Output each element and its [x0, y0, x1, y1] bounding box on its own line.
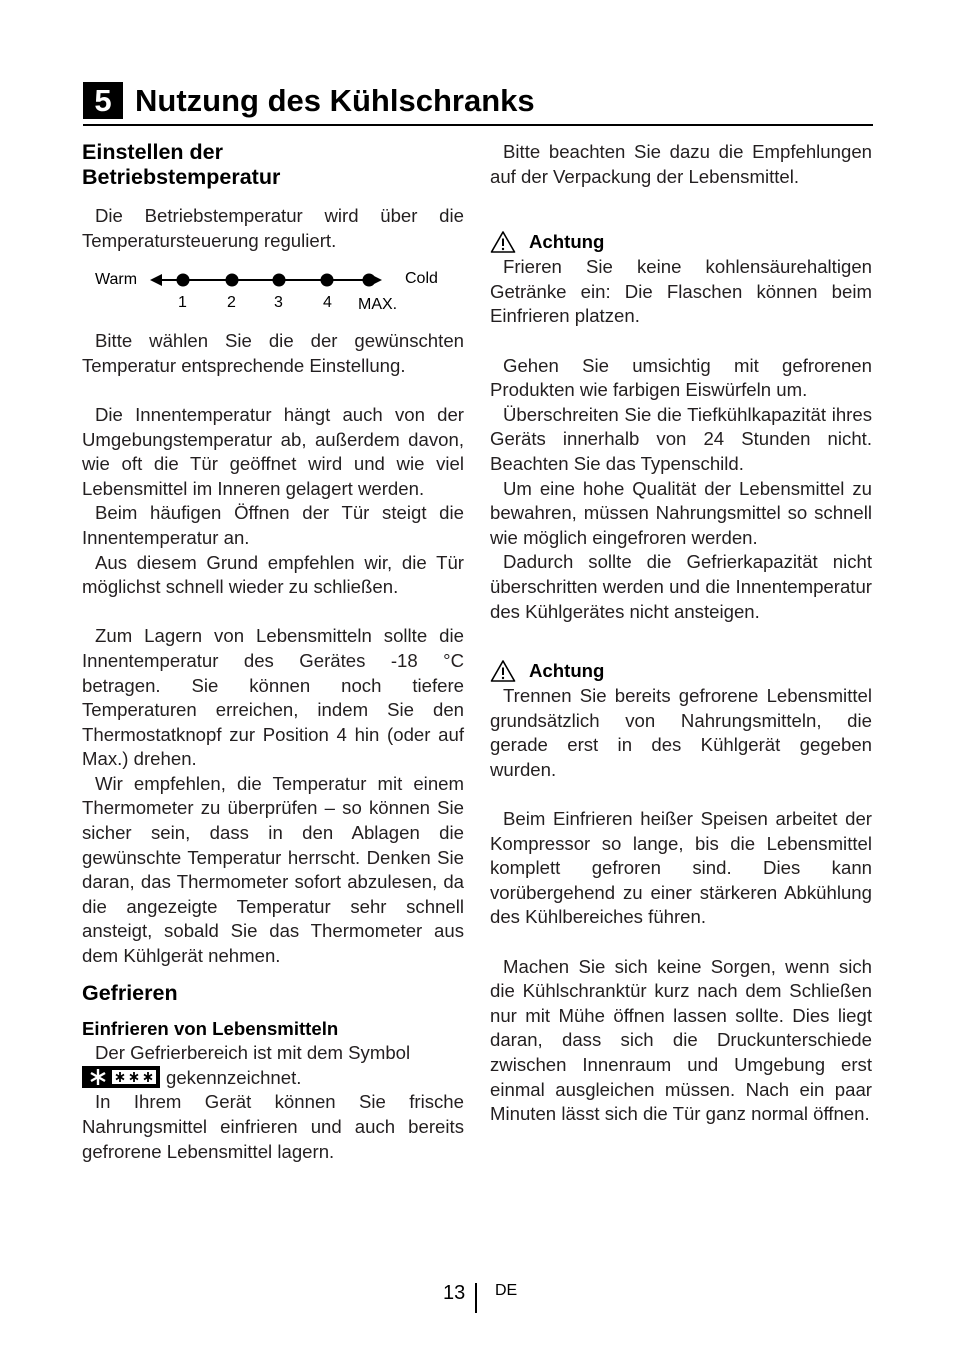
warning-title: Achtung [529, 231, 605, 253]
subheading-freezing-food: Einfrieren von Lebensmitteln [82, 1017, 339, 1039]
scale-tick-label: 3 [274, 294, 283, 312]
paragraph: Wir empfehlen, die Temperatur mit einem Thermometer zu überprüfen – so können Sie sicher sein, dass in den Ablagen die gewünschte Temperatur herrscht. Denken Sie daran, das Thermometer sofort abzulesen, da die angezeigte Temperatur sehr schnell ansteigt, sobald Sie das Thermometer aus dem Kühlgerät nehmen. [82, 772, 464, 967]
page-number: 13 [443, 1282, 466, 1304]
chapter-number: 5 [83, 82, 123, 119]
warning-triangle-icon [490, 230, 516, 254]
scale-warm-label: Warm [95, 271, 138, 289]
paragraph: Zum Lagern von Lebensmitteln sollte die Innentemperatur des Gerätes -18 °C betragen. Sie können noch tiefere Temperaturen erreichen, indem Sie den Thermostatknopf zur Position 4 hin (oder auf Max.) drehen. [82, 625, 464, 770]
paragraph: Bitte wählen Sie die der gewünschten Temperatur entsprechende Einstellung. [82, 330, 464, 376]
scale-cold-label: Cold [405, 270, 438, 288]
paragraph: Die Betriebstemperatur wird über die Temperatursteuerung reguliert. [82, 205, 464, 251]
footer-divider [475, 1283, 477, 1313]
scale-tick-label: 4 [323, 294, 332, 312]
paragraph-text: gekennzeichnet. [166, 1066, 302, 1088]
chapter-title: Nutzung des Kühlschranks [135, 83, 535, 118]
scale-tick-label: 1 [178, 294, 187, 312]
paragraph-text: Der Gefrierbereich ist mit dem Symbol [95, 1042, 411, 1064]
temperature-scale [82, 268, 464, 324]
warning-heading [490, 658, 872, 684]
paragraph: Die Innentemperatur hängt auch von der Umgebungstemperatur ab, außerdem davon, wie oft die Tür geöffnet wird und wie viel Lebensmittel im Inneren gelagert werden. [82, 403, 464, 499]
language-code: DE [495, 1282, 518, 1299]
paragraph: Aus diesem Grund empfehlen wir, die Tür möglichst schnell wieder zu schließen. [82, 551, 464, 598]
warning-triangle-icon [490, 659, 516, 683]
paragraph: In Ihrem Gerät können Sie frische Nahrungsmittel einfrieren und auch bereits gefrorene Lebensmittel lagern. [82, 1091, 464, 1162]
section-heading-temperature: Einstellen der Betriebstemperatur [82, 140, 281, 189]
paragraph: Beim häufigen Öffnen der Tür steigt die Innentemperatur an. [82, 502, 464, 548]
paragraph: Gehen Sie umsichtig mit gefrorenen Produkten wie farbigen Eiswürfeln um. [490, 354, 872, 401]
paragraph: Bitte beachten Sie dazu die Empfehlungen auf der Verpackung der Lebensmittel. [490, 141, 872, 187]
freezer-star-symbol-icon [82, 1066, 160, 1088]
paragraph-freeze-symbol [82, 1041, 464, 1090]
scale-tick-label: MAX. [358, 296, 398, 314]
scale-tick-label: 2 [227, 294, 236, 312]
paragraph: Überschreiten Sie die Tiefkühlkapazität ihres Geräts innerhalb von 24 Stunden nicht. Beachten Sie das Typenschild. [490, 403, 872, 474]
chapter-header [83, 80, 873, 126]
left-column [82, 140, 464, 1164]
paragraph: Trennen Sie bereits gefrorene Lebensmittel grundsätzlich von Nahrungsmitteln, die gerade erst in des Kühlgerät gegeben wurden. [490, 685, 872, 780]
paragraph: Machen Sie sich keine Sorgen, wenn sich die Kühlschranktür kurz nach dem Schließen nur mit Mühe öffnen lassen sollte. Dies liegt daran, dass sich die Druckunterschiede zwischen Innenraum und Umgebung erst einmal ausgleichen müssen. Nach ein paar Minuten lässt sich die Tür ganz normal öffnen. [490, 955, 872, 1125]
paragraph: Beim Einfrieren heißer Speisen arbeitet der Kompressor so lange, bis die Lebensmittel komplett gefroren sind. Dies kann vorübergehend zu einer stärkeren Abkühlung des Kühlbereiches führen. [490, 808, 872, 928]
paragraph: Frieren Sie keine kohlensäurehaltigen Getränke ein: Die Flaschen können beim Einfrieren platzen. [490, 256, 872, 327]
warning-heading [490, 229, 872, 255]
warning-title: Achtung [529, 660, 605, 682]
section-heading-freezing: Gefrieren [82, 980, 178, 1005]
paragraph: Dadurch sollte die Gefrierkapazität nicht überschritten werden und die Innentemperatur des Kühlgerätes nicht ansteigen. [490, 551, 872, 622]
right-column [490, 140, 872, 1127]
paragraph: Um eine hohe Qualität der Lebensmittel zu bewahren, müssen Nahrungsmittel so schnell wie möglich eingefroren werden. [490, 477, 872, 548]
